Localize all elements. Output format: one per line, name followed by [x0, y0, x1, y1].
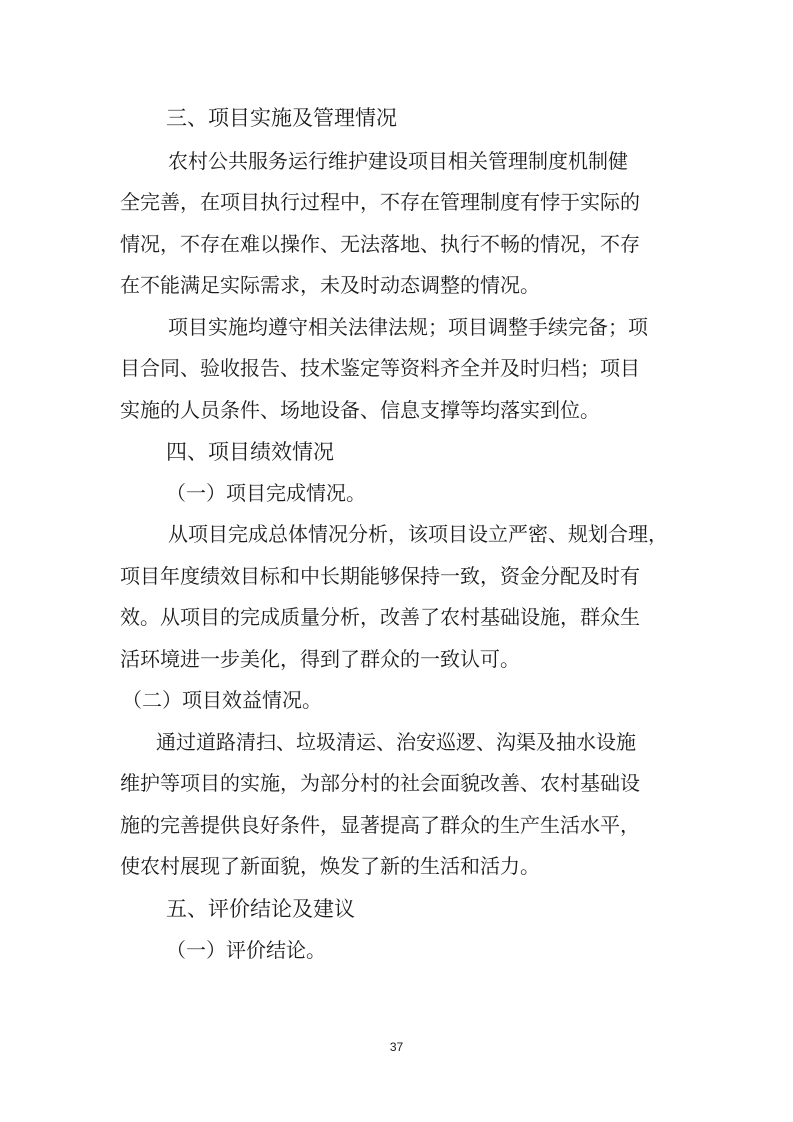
paragraph-line: 情况，不存在难以操作、无法落地、执行不畅的情况，不存	[120, 232, 640, 256]
paragraph-line: 项目实施均遵守相关法律法规；项目调整手续完备；项	[168, 315, 648, 339]
section-heading: 四、项目绩效情况	[166, 440, 334, 464]
paragraph-line: 目合同、验收报告、技术鉴定等资料齐全并及时归档；项目	[120, 356, 640, 380]
subsection-title: （二）项目效益情况。	[122, 688, 322, 712]
subsection-title: （一）项目完成情况。	[166, 481, 366, 505]
paragraph-line: 从项目完成总体情况分析，该项目设立严密、规划合理，	[168, 522, 668, 546]
paragraph-line: 通过道路清扫、垃圾清运、治安巡逻、沟渠及抽水设施	[156, 730, 636, 754]
paragraph-line: 实施的人员条件、场地设备、信息支撑等均落实到位。	[120, 398, 600, 422]
section-heading: 五、评价结论及建议	[166, 897, 355, 921]
paragraph-line: 项目年度绩效目标和中长期能够保持一致，资金分配及时有	[120, 564, 640, 588]
paragraph-line: 全完善，在项目执行过程中，不存在管理制度有悖于实际的	[120, 190, 640, 214]
page-number: 37	[389, 1040, 404, 1054]
subsection-title: （一）评价结论。	[166, 938, 326, 962]
paragraph-line: 农村公共服务运行维护建设项目相关管理制度机制健	[168, 149, 628, 173]
paragraph-line: 施的完善提供良好条件，显著提高了群众的生产生活水平，	[120, 813, 640, 837]
paragraph-line: 在不能满足实际需求，未及时动态调整的情况。	[120, 273, 540, 297]
section-heading: 三、项目实施及管理情况	[166, 106, 397, 130]
paragraph-line: 效。从项目的完成质量分析，改善了农村基础设施，群众生	[120, 605, 640, 629]
paragraph-line: 活环境进一步美化，得到了群众的一致认可。	[120, 647, 520, 671]
paragraph-line: 维护等项目的实施，为部分村的社会面貌改善、农村基础设	[120, 771, 640, 795]
paragraph-line: 使农村展现了新面貌，焕发了新的生活和活力。	[120, 854, 540, 878]
